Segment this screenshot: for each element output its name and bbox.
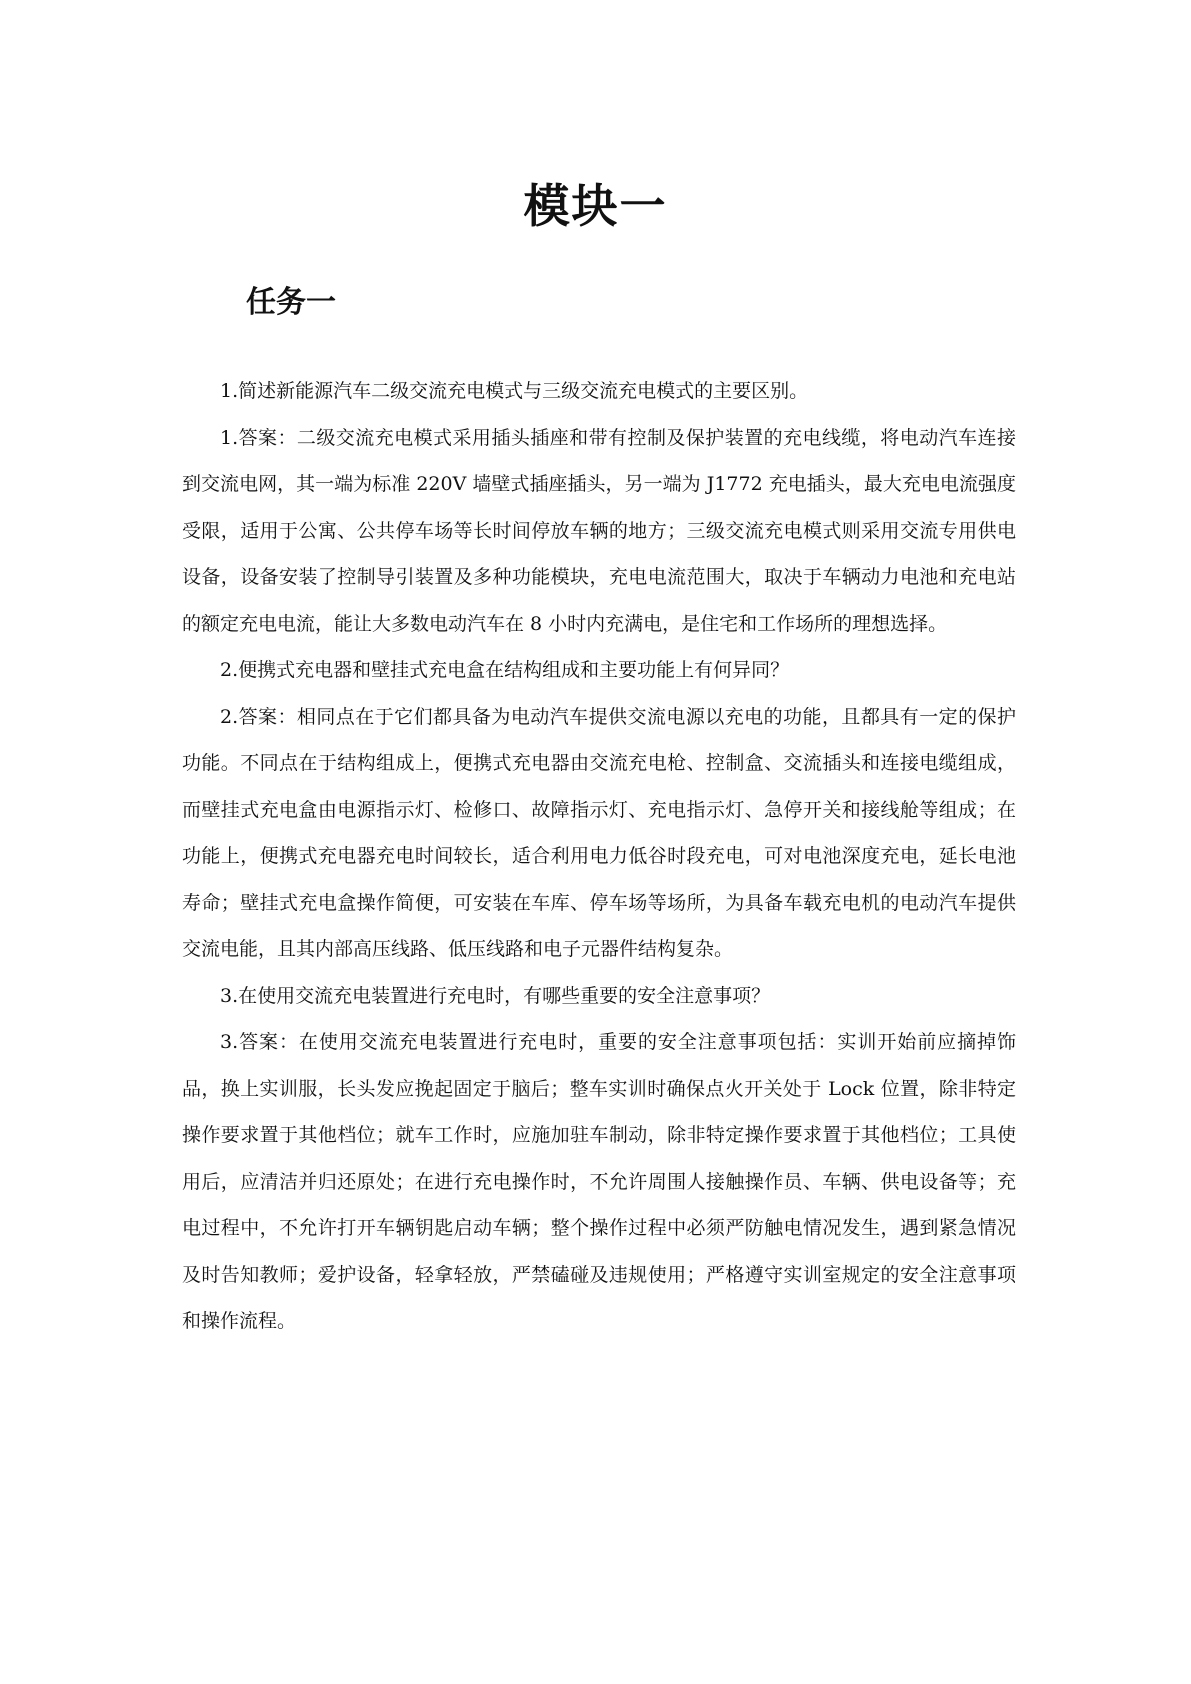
- question-2: 2.便携式充电器和壁挂式充电盒在结构组成和主要功能上有何异同？: [220, 659, 790, 681]
- task-title: 任务一: [246, 285, 336, 320]
- question-1: 1.简述新能源汽车二级交流充电模式与三级交流充电模式的主要区别。: [220, 380, 809, 402]
- module-title: 模块一: [523, 179, 668, 233]
- question-3: 3.在使用交流充电装置进行充电时，有哪些重要的安全注意事项？: [220, 984, 771, 1007]
- answer-1: 1.答案：二级交流充电模式采用插头插座和带有控制及保护装置的充电线缆，将电动汽车连接到交流电网，其一端为标准 220V 墙壁式插座插头，另一端为 J1772 充电插头，最大充电电流强度受限，适用于公寓、公共停车场等长时间停放车辆的地方；三级交流充电模式则采用交流专用供电设备，设备安装了控制导引装置及多种功能模块，充电电流范围大，取决于车辆动力电池和充电站的额定充电电流，能让大多数电动汽车在 8 小时内充满电，是住宅和工作场所的理想选择。: [182, 426, 1016, 635]
- content-body: [182, 368, 1016, 1345]
- answer-2: 2.答案：相同点在于它们都具备为电动汽车提供交流电源以充电的功能，且都具有一定的保护功能。不同点在于结构组成上，便携式充电器由交流充电枪、控制盒、交流插头和连接电缆组成，而壁挂式充电盒由电源指示灯、检修口、故障指示灯、充电指示灯、急停开关和接线舱等组成；在功能上，便携式充电器充电时间较长，适合利用电力低谷时段充电，可对电池深度充电，延长电池寿命；壁挂式充电盒操作简便，可安装在车库、停车场等场所，为具备车载充电机的电动汽车提供交流电能，且其内部高压线路、低压线路和电子元器件结构复杂。: [182, 705, 1016, 960]
- answer-3: 3.答案：在使用交流充电装置进行充电时，重要的安全注意事项包括：实训开始前应摘掉饰品，换上实训服，长头发应挽起固定于脑后；整车实训时确保点火开关处于 Lock 位置，除非特定操作要求置于其他档位；就车工作时，应施加驻车制动，除非特定操作要求置于其他档位；工具使用后，应清洁并归还原处；在进行充电操作时，不允许周围人接触操作员、车辆、供电设备等；充电过程中，不允许打开车辆钥匙启动车辆；整个操作过程中必须严防触电情况发生，遇到紧急情况及时告知教师；爱护设备，轻拿轻放，严禁磕碰及违规使用；严格遵守实训室规定的安全注意事项和操作流程。: [182, 1031, 1016, 1332]
